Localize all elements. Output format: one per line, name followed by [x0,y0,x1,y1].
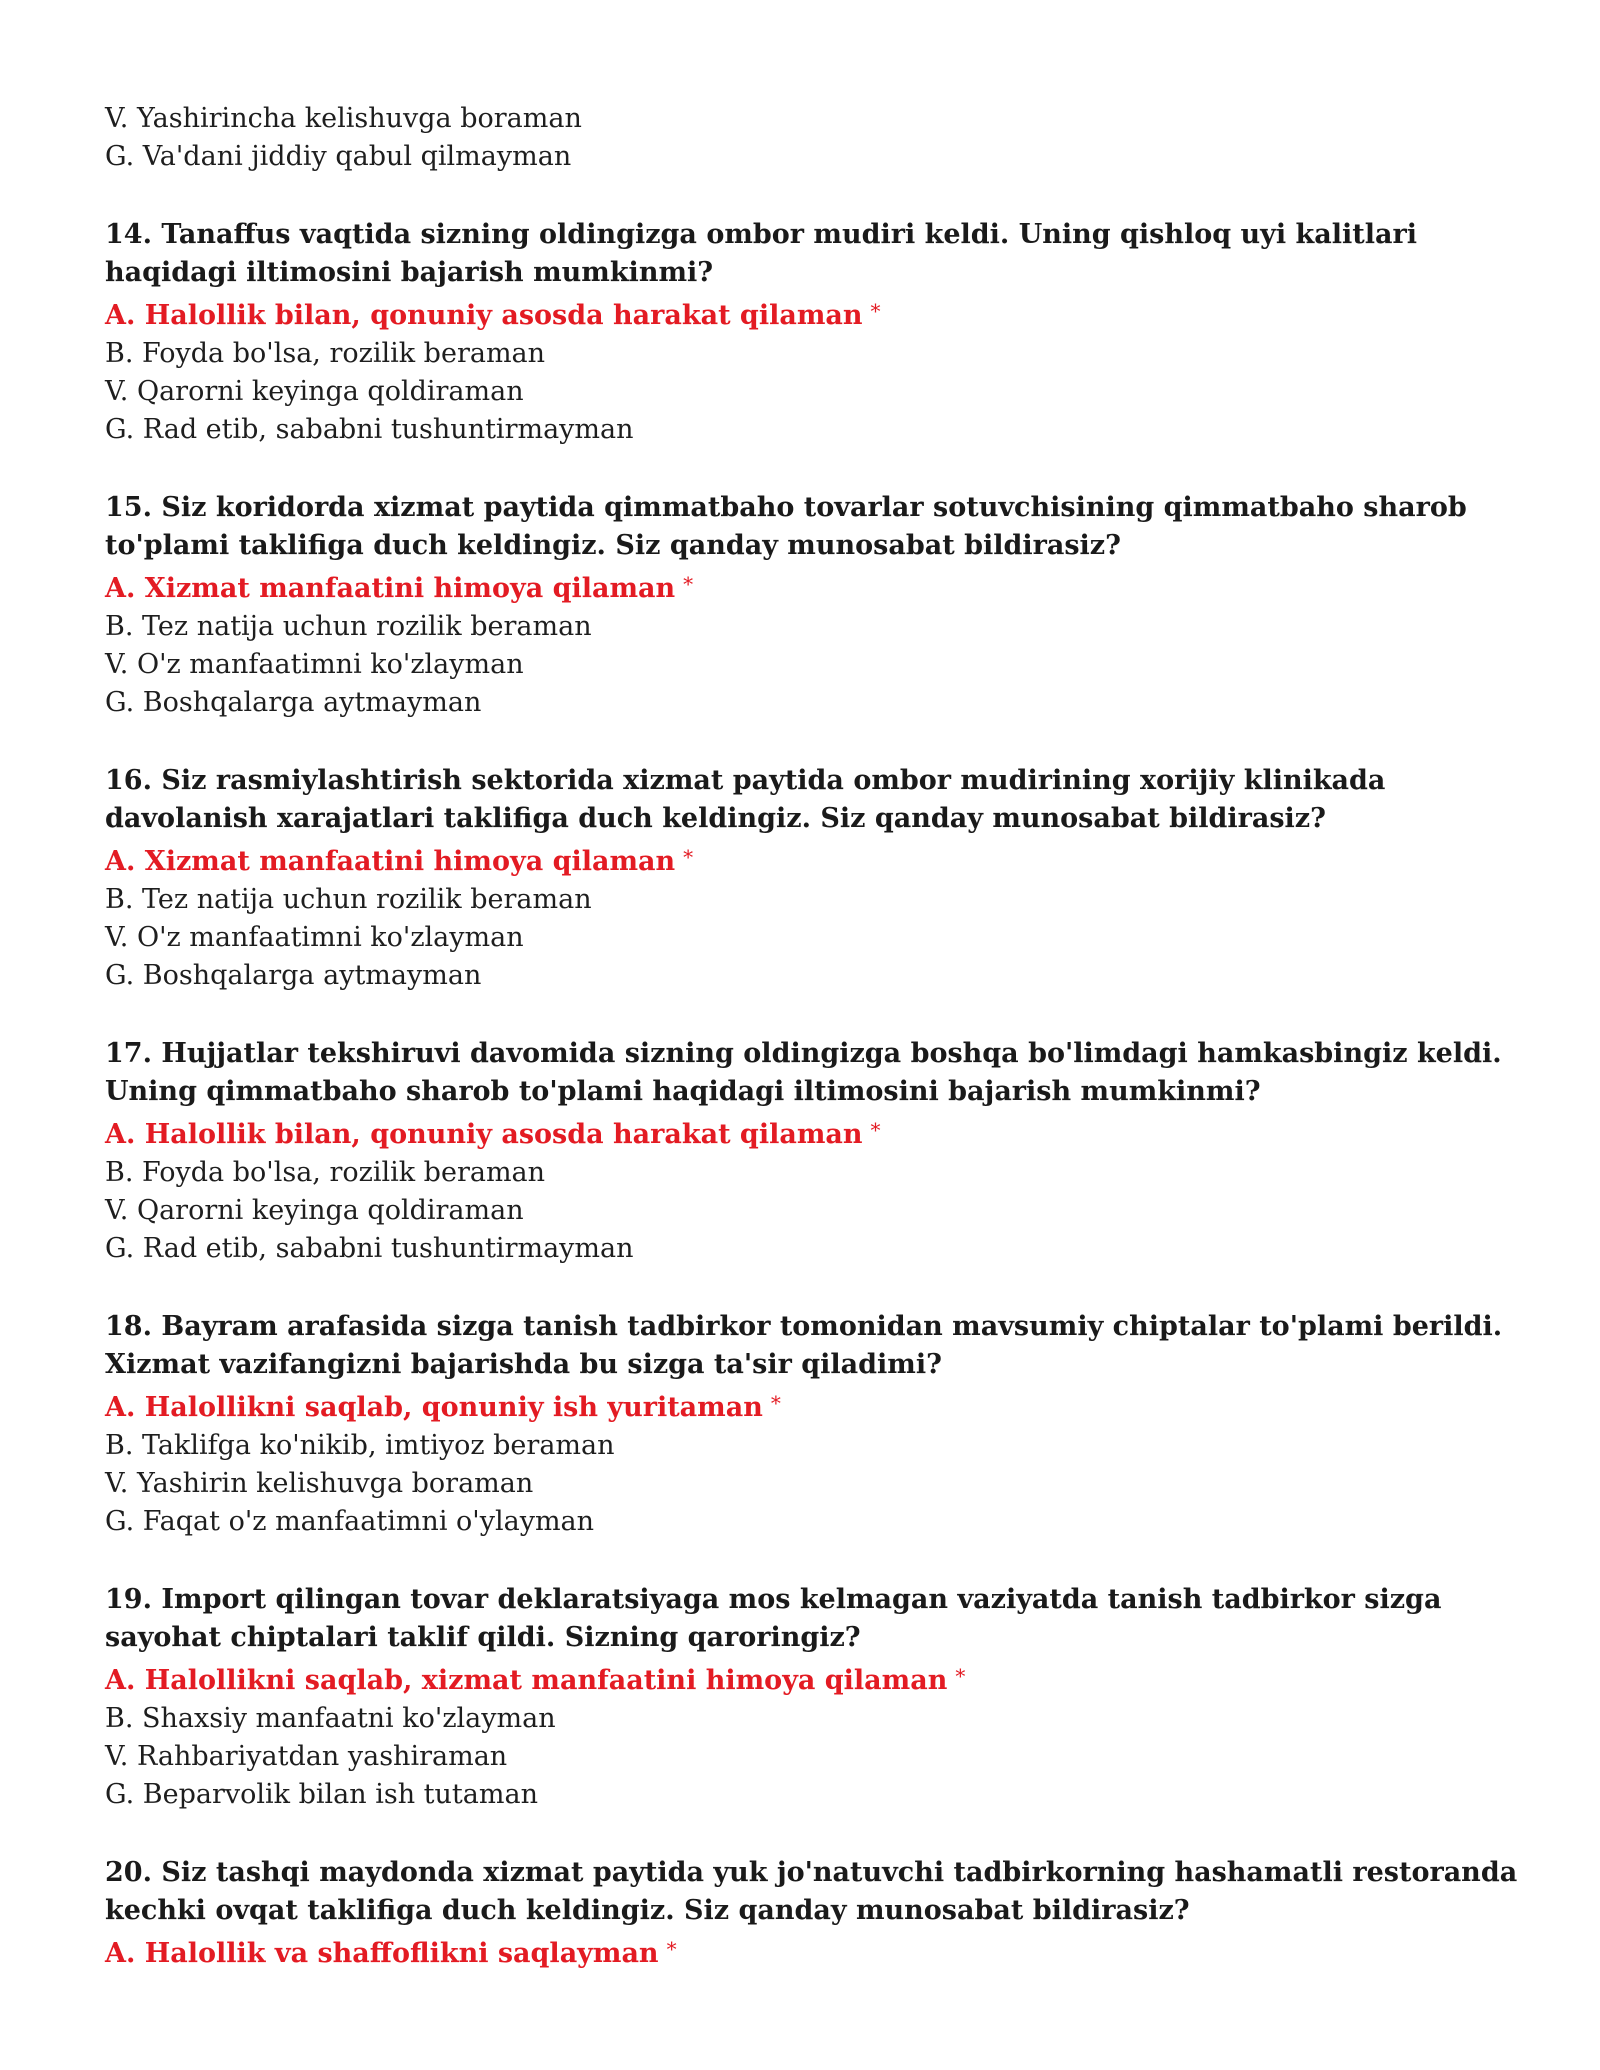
correct-option [105,565,1525,608]
question-text: 17. Hujjatlar tekshiruvi davomida sizning oldingizga boshqa bo'limdagi hamkasbingiz keldi. Uning qimmatbaho sharob to'plami haqidagi iltimosini bajarish mumkinmi? [105,1038,1502,1107]
correct-marker: * [666,1937,677,1961]
option-b: B. Tez natija uchun rozilik beraman [105,884,592,915]
option-g: G. Faqat o'z manfaatimni o'ylayman [105,1506,595,1537]
correct-option-text: A. Xizmat manfaatini himoya qilaman [105,846,676,877]
question-text: 20. Siz tashqi maydonda xizmat paytida yuk jo'natuvchi tadbirkorning hashamatli restoranda kechki ovqat taklifiga duch keldingiz. Siz qanday munosabat bildirasiz? [105,1857,1518,1926]
option-g: G. Rad etib, sababni tushuntirmayman [105,414,634,445]
correct-option [105,292,1525,335]
carryover-options [105,100,1525,176]
option-b: B. Shaxsiy manfaatni ko'zlayman [105,1703,556,1734]
option-v: V. O'z manfaatimni ko'zlayman [105,922,524,953]
option-g: G. Boshqalarga aytmayman [105,960,482,991]
correct-marker: * [955,1664,966,1688]
correct-option-text: A. Halollikni saqlab, xizmat manfaatini himoya qilaman [105,1665,948,1696]
option-g: G. Va'dani jiddiy qabul qilmayman [105,141,572,172]
correct-option [105,1657,1525,1700]
option-v: V. Qarorni keyinga qoldiraman [105,376,524,407]
correct-option [105,1384,1525,1427]
option-b: B. Tez natija uchun rozilik beraman [105,611,592,642]
option-b: B. Foyda bo'lsa, rozilik beraman [105,1157,546,1188]
option-v: V. Yashirincha kelishuvga boraman [105,103,582,134]
question-15 [105,489,1525,722]
correct-marker: * [683,572,694,596]
question-16 [105,762,1525,995]
option-v: V. Rahbariyatdan yashiraman [105,1741,508,1772]
question-text: 14. Tanaffus vaqtida sizning oldingizga ombor mudiri keldi. Uning qishloq uyi kalitlari haqidagi iltimosini bajarish mumkinmi? [105,219,1417,288]
correct-option [105,1930,1525,1973]
correct-marker: * [683,845,694,869]
option-g: G. Rad etib, sababni tushuntirmayman [105,1233,634,1264]
correct-marker: * [870,1118,881,1142]
correct-option-text: A. Halollik va shaffoflikni saqlayman [105,1938,659,1969]
correct-option [105,838,1525,881]
correct-option-text: A. Halollikni saqlab, qonuniy ish yuritaman [105,1392,763,1423]
option-b: B. Taklifga ko'nikib, imtiyoz beraman [105,1430,615,1461]
correct-option-text: A. Xizmat manfaatini himoya qilaman [105,573,676,604]
option-g: G. Beparvolik bilan ish tutaman [105,1779,538,1810]
option-v: V. Yashirin kelishuvga boraman [105,1468,534,1499]
correct-marker: * [770,1391,781,1415]
option-v: V. O'z manfaatimni ko'zlayman [105,649,524,680]
question-19 [105,1581,1525,1814]
question-text: 18. Bayram arafasida sizga tanish tadbirkor tomonidan mavsumiy chiptalar to'plami berildi. Xizmat vazifangizni bajarishda bu sizga ta'sir qiladimi? [105,1311,1503,1380]
correct-option-text: A. Halollik bilan, qonuniy asosda harakat qilaman [105,300,863,331]
question-20 [105,1854,1525,1973]
question-14 [105,216,1525,449]
question-text: 15. Siz koridorda xizmat paytida qimmatbaho tovarlar sotuvchisining qimmatbaho sharob to'plami taklifiga duch keldingiz. Siz qanday munosabat bildirasiz? [105,492,1467,561]
correct-marker: * [870,299,881,323]
question-18 [105,1308,1525,1541]
option-b: B. Foyda bo'lsa, rozilik beraman [105,338,546,369]
question-text: 16. Siz rasmiylashtirish sektorida xizmat paytida ombor mudirining xorijiy klinikada davolanish xarajatlari taklifiga duch keldingiz. Siz qanday munosabat bildirasiz? [105,765,1386,834]
correct-option-text: A. Halollik bilan, qonuniy asosda harakat qilaman [105,1119,863,1150]
question-text: 19. Import qilingan tovar deklaratsiyaga mos kelmagan vaziyatda tanish tadbirkor sizga sayohat chiptalari taklif qildi. Sizning qaroringiz? [105,1584,1442,1653]
option-v: V. Qarorni keyinga qoldiraman [105,1195,524,1226]
correct-option [105,1111,1525,1154]
option-g: G. Boshqalarga aytmayman [105,687,482,718]
document-page [105,100,1525,1973]
question-17 [105,1035,1525,1268]
